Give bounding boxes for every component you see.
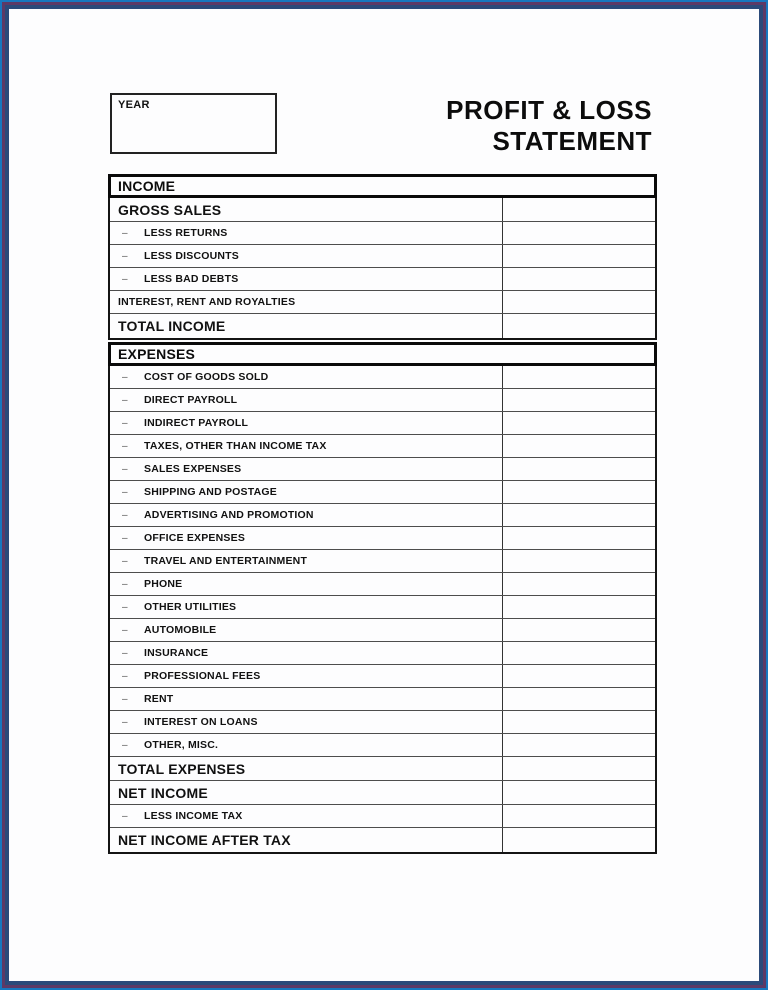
row-label: TRAVEL AND ENTERTAINMENT bbox=[144, 555, 308, 567]
minus-prefix: – bbox=[122, 601, 128, 613]
row-label: COST OF GOODS SOLD bbox=[144, 371, 269, 383]
row-label: LESS BAD DEBTS bbox=[144, 273, 239, 285]
minus-prefix: – bbox=[122, 509, 128, 521]
minus-prefix: – bbox=[122, 227, 128, 239]
minus-prefix: – bbox=[122, 578, 128, 590]
expenses-section-header bbox=[108, 342, 657, 366]
minus-prefix: – bbox=[122, 555, 128, 567]
row-taxes-other-than-income-tax bbox=[110, 435, 655, 458]
amount-cell[interactable] bbox=[502, 688, 655, 710]
amount-cell[interactable] bbox=[502, 291, 655, 313]
amount-cell[interactable] bbox=[502, 245, 655, 267]
amount-cell[interactable] bbox=[502, 596, 655, 618]
minus-prefix: – bbox=[122, 532, 128, 544]
row-label: PROFESSIONAL FEES bbox=[144, 670, 261, 682]
minus-prefix: – bbox=[122, 693, 128, 705]
amount-cell[interactable] bbox=[502, 805, 655, 827]
row-label: TOTAL INCOME bbox=[118, 318, 226, 334]
profit-loss-table bbox=[108, 174, 657, 854]
row-other-utilities bbox=[110, 596, 655, 619]
row-label: GROSS SALES bbox=[118, 201, 222, 218]
income-rows bbox=[108, 198, 657, 340]
row-rent bbox=[110, 688, 655, 711]
amount-cell[interactable] bbox=[502, 314, 655, 338]
row-sales-expenses bbox=[110, 458, 655, 481]
row-label: PHONE bbox=[144, 578, 183, 590]
year-input[interactable] bbox=[112, 115, 275, 152]
title-line-1: PROFIT & LOSS bbox=[446, 95, 652, 125]
row-less-returns bbox=[110, 222, 655, 245]
minus-prefix: – bbox=[122, 250, 128, 262]
row-label: INTEREST ON LOANS bbox=[144, 716, 258, 728]
row-total-income bbox=[110, 314, 655, 338]
income-header-label: INCOME bbox=[118, 178, 176, 194]
row-label: TAXES, OTHER THAN INCOME TAX bbox=[144, 440, 327, 452]
expenses-rows bbox=[108, 366, 657, 854]
amount-cell[interactable] bbox=[502, 481, 655, 503]
row-interest-rent-royalties bbox=[110, 291, 655, 314]
row-label: NET INCOME AFTER TAX bbox=[118, 832, 291, 848]
row-professional-fees bbox=[110, 665, 655, 688]
minus-prefix: – bbox=[122, 739, 128, 751]
amount-cell[interactable] bbox=[502, 268, 655, 290]
row-insurance bbox=[110, 642, 655, 665]
row-indirect-payroll bbox=[110, 412, 655, 435]
amount-cell[interactable] bbox=[502, 435, 655, 457]
year-label: YEAR bbox=[118, 99, 150, 111]
row-label: INDIRECT PAYROLL bbox=[144, 417, 249, 429]
minus-prefix: – bbox=[122, 371, 128, 383]
row-less-discounts bbox=[110, 245, 655, 268]
row-label: INSURANCE bbox=[144, 647, 209, 659]
amount-cell[interactable] bbox=[502, 619, 655, 641]
page-title bbox=[446, 95, 652, 157]
amount-cell[interactable] bbox=[502, 527, 655, 549]
amount-cell[interactable] bbox=[502, 642, 655, 664]
amount-cell[interactable] bbox=[502, 550, 655, 572]
amount-cell[interactable] bbox=[502, 573, 655, 595]
row-advertising-and-promotion bbox=[110, 504, 655, 527]
page-frame-inner bbox=[5, 5, 763, 985]
title-line-2: STATEMENT bbox=[492, 126, 652, 156]
row-label: TOTAL EXPENSES bbox=[118, 760, 246, 777]
row-total-expenses bbox=[110, 757, 655, 781]
amount-cell[interactable] bbox=[502, 412, 655, 434]
amount-cell[interactable] bbox=[502, 366, 655, 388]
minus-prefix: – bbox=[122, 463, 128, 475]
row-label: SHIPPING AND POSTAGE bbox=[144, 486, 277, 498]
amount-cell[interactable] bbox=[502, 198, 655, 221]
row-automobile bbox=[110, 619, 655, 642]
row-cost-of-goods-sold bbox=[110, 366, 655, 389]
row-travel-and-entertainment bbox=[110, 550, 655, 573]
row-label: LESS DISCOUNTS bbox=[144, 250, 239, 262]
amount-cell[interactable] bbox=[502, 389, 655, 411]
amount-cell[interactable] bbox=[502, 781, 655, 804]
row-shipping-and-postage bbox=[110, 481, 655, 504]
minus-prefix: – bbox=[122, 624, 128, 636]
amount-cell[interactable] bbox=[502, 665, 655, 687]
minus-prefix: – bbox=[122, 440, 128, 452]
row-label: LESS RETURNS bbox=[144, 227, 228, 239]
amount-cell[interactable] bbox=[502, 222, 655, 244]
amount-cell[interactable] bbox=[502, 734, 655, 756]
row-less-bad-debts bbox=[110, 268, 655, 291]
row-other-misc bbox=[110, 734, 655, 757]
minus-prefix: – bbox=[122, 670, 128, 682]
income-section-header bbox=[108, 174, 657, 198]
expenses-header-label: EXPENSES bbox=[118, 346, 196, 362]
amount-cell[interactable] bbox=[502, 711, 655, 733]
year-box bbox=[110, 93, 277, 154]
row-label: INTEREST, RENT AND ROYALTIES bbox=[118, 296, 296, 308]
row-label: ADVERTISING AND PROMOTION bbox=[144, 509, 314, 521]
amount-cell[interactable] bbox=[502, 504, 655, 526]
amount-cell[interactable] bbox=[502, 458, 655, 480]
row-label: OTHER UTILITIES bbox=[144, 601, 237, 613]
amount-cell[interactable] bbox=[502, 828, 655, 852]
row-phone bbox=[110, 573, 655, 596]
document-sheet bbox=[9, 9, 759, 981]
row-net-income bbox=[110, 781, 655, 805]
row-label: SALES EXPENSES bbox=[144, 463, 242, 475]
row-net-income-after-tax bbox=[110, 828, 655, 852]
row-interest-on-loans bbox=[110, 711, 655, 734]
minus-prefix: – bbox=[122, 810, 128, 822]
row-office-expenses bbox=[110, 527, 655, 550]
row-gross-sales bbox=[110, 198, 655, 222]
minus-prefix: – bbox=[122, 716, 128, 728]
minus-prefix: – bbox=[122, 486, 128, 498]
page-frame-middle bbox=[2, 2, 766, 988]
row-label: OFFICE EXPENSES bbox=[144, 532, 246, 544]
minus-prefix: – bbox=[122, 647, 128, 659]
row-label: LESS INCOME TAX bbox=[144, 810, 243, 822]
row-direct-payroll bbox=[110, 389, 655, 412]
row-label: NET INCOME bbox=[118, 784, 208, 801]
minus-prefix: – bbox=[122, 417, 128, 429]
row-label: DIRECT PAYROLL bbox=[144, 394, 238, 406]
row-label: AUTOMOBILE bbox=[144, 624, 217, 636]
row-label: OTHER, MISC. bbox=[144, 739, 219, 751]
row-label: RENT bbox=[144, 693, 174, 705]
row-less-income-tax bbox=[110, 805, 655, 828]
amount-cell[interactable] bbox=[502, 757, 655, 780]
minus-prefix: – bbox=[122, 273, 128, 285]
minus-prefix: – bbox=[122, 394, 128, 406]
